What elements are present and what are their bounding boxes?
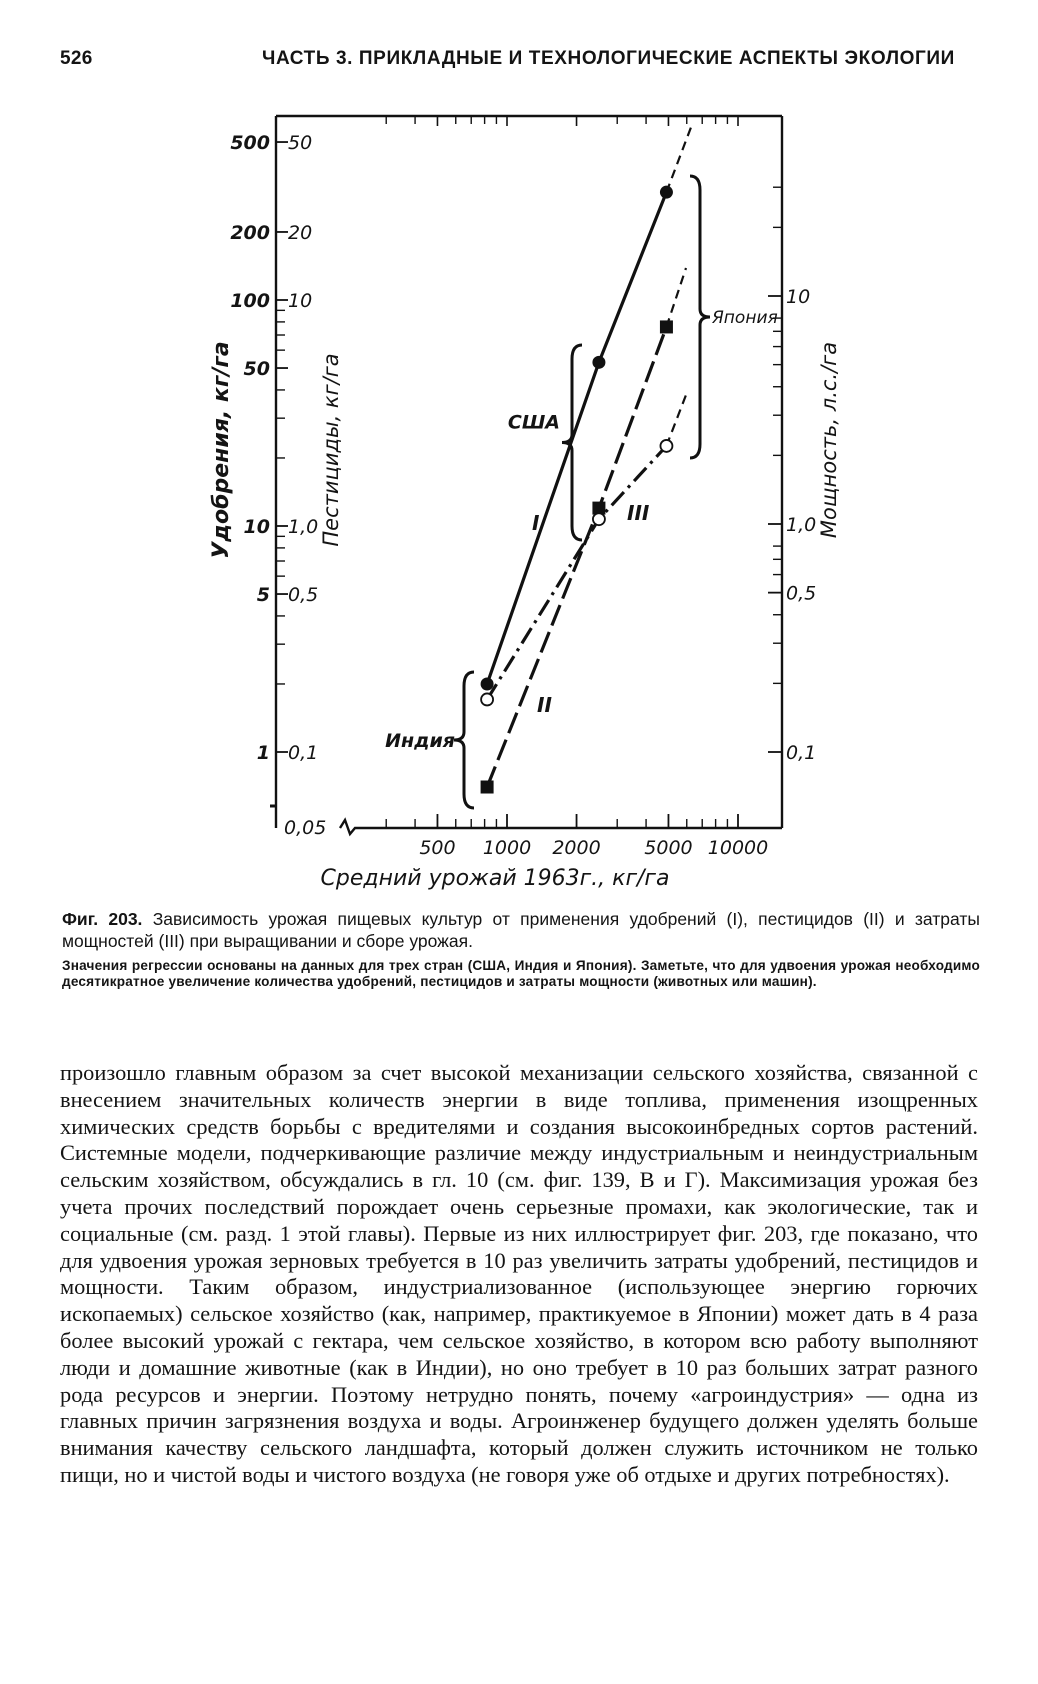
x-axis-label: Средний урожай 1963г., кг/га [320,866,670,891]
caption-note: Значения регрессии основаны на данных для трех стран (США, Индия и Япония). Заметьте, что для удвоения урожая необходимо десятикратное увеличение количества удобрений, пестицидов и затраты мощности (животных или машин). [62,958,980,989]
right-tick-label: 0,1 [786,742,817,764]
x-tick-label: 10000 [707,837,769,859]
x-tick-label: 2000 [552,837,601,859]
left-outer-tick-label: 10 [243,516,270,538]
country-brackets [385,176,778,808]
open-circle-marker [660,440,672,452]
figure-203-chart [0,90,1038,910]
filled-circle-marker [592,356,605,369]
y-axis-label-fertilizer: Удобрения, кг/га [209,341,234,559]
left-outer-tick-label: 5 [256,584,270,607]
series-label-III: III [627,501,650,525]
filled-circle-marker [481,677,494,690]
left-outer-tick-label: 500 [230,132,270,155]
left-outer-tick-label: 200 [230,221,270,244]
left-inner-tick-label: 20 [288,221,313,244]
left-outer-tick-label: 1 [256,742,270,764]
left-inner-tick-label: 0,05 [284,817,327,839]
filled-square-marker [660,320,673,333]
japan-label: Япония [712,308,778,328]
series-label-II: II [537,693,552,717]
figure-number: Фиг. 203. [62,909,143,929]
figure-caption [62,908,980,990]
chart-axes [270,116,782,834]
series-label-I: I [532,511,540,535]
y-axis-label-pesticide: Пестициды, кг/га [319,353,343,547]
open-circle-marker [481,693,493,705]
series-extrapolation-I [666,122,693,192]
right-tick-label: 1,0 [786,514,817,536]
usa-label: США [507,411,560,434]
filled-circle-marker [660,186,673,199]
left-outer-tick-label: 100 [230,290,270,312]
x-tick-label: 500 [419,837,456,859]
chart-data-markers [481,186,673,794]
left-inner-tick-label: 0,5 [288,584,319,607]
chart-series-lines [487,122,693,787]
series-line-III [487,446,666,700]
open-circle-marker [593,513,605,525]
left-inner-tick-label: 10 [288,290,313,312]
section-title: ЧАСТЬ 3. ПРИКЛАДНЫЕ И ТЕХНОЛОГИЧЕСКИЕ АСПЕКТЫ ЭКОЛОГИИ [262,48,955,69]
running-head [60,48,980,78]
series-line-I [487,192,666,684]
body-paragraph: произошло главным образом за счет высокой механизации сельского хозяйства, связанной с внесением значительных количеств энергии в виде топлива, применения изощренных химических средств борьбы с вредителями и создания высокоинбредных сортов растений. Системные модели, подчеркивающие различие между индустриальным и неиндустриальным сельским хозяйством, обсуждались в гл. 10 (см. фиг. 139, В и Г). Максимизация урожая без учета прочих последствий порождает очень серьезные промахи, как экологические, так и социальные (см. разд. 1 этой главы). Первые из них иллюстрирует фиг. 203, где показано, что для удвоения урожая зерновых требуется в 10 раз увеличить затраты удобрений, пестицидов и мощности. Таким образом, индустриализованное (использующее энергию горючих ископаемых) сельское хозяйство (как, например, практикуемое в Японии) может дать в 4 раза более высокий урожай с гектара, чем сельское хозяйство, в котором всю работу выполняют люди и домашние животные (как в Индии), но оно требует в 10 раз больших затрат разного рода ресурсов и энергии. Поэтому нетрудно понять, почему «агроиндустрия» — одна из главных причин загрязнения воздуха и воды. Агроинженер будущего должен уделять больше внимания качеству сельского ландшафта, который должен служить источником не только пищи, но и чистой воды и чистого воздуха (не говоря уже об отдыхе и других потребностях). [60,1060,978,1487]
filled-square-marker [481,781,494,794]
left-inner-tick-label: 0,1 [288,742,319,764]
series-extrapolation-III [666,395,686,446]
page-number: 526 [60,48,93,69]
japan-bracket [690,176,710,458]
caption-main [62,908,980,952]
left-outer-tick-label: 50 [243,358,270,381]
india-bracket [454,672,474,808]
series-extrapolation-II [666,268,686,327]
caption-text: Зависимость урожая пищевых культур от применения удобрений (I), пестицидов (II) и затраты мощностей (III) при выращивании и сборе урожая. [62,909,980,951]
left-inner-tick-label: 1,0 [288,516,319,538]
y-axis-label-power: Мощность, л.с./га [817,341,841,539]
right-tick-label: 10 [786,286,811,308]
x-tick-label: 1000 [482,837,532,859]
body-text [60,1060,978,1489]
x-tick-label: 5000 [644,837,693,859]
right-tick-label: 0,5 [786,582,817,605]
left-inner-tick-label: 50 [288,132,313,155]
india-label: Индия [385,730,455,752]
chart-ticks [276,116,782,828]
